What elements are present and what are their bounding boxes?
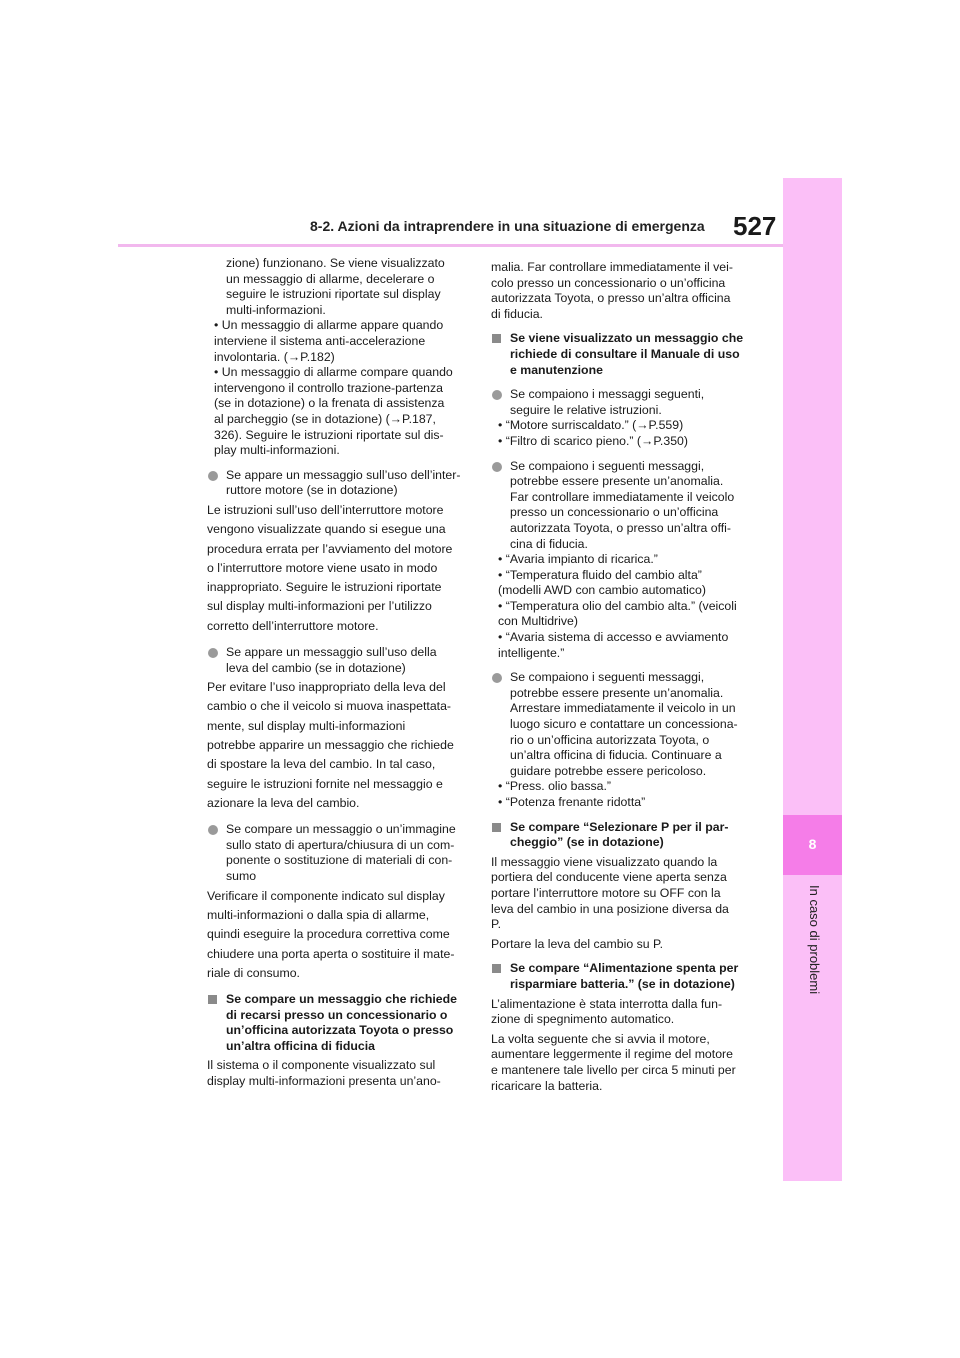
text-line: o l’interruttore motore viene usato in modo [207, 560, 438, 575]
sub-bullet [491, 434, 753, 450]
paragraph [491, 937, 753, 953]
text-line: ricaricare la batteria. [491, 1078, 603, 1093]
text-line: chiudere una porta aperta o sostituire il mate- [207, 946, 455, 961]
square-bullet-icon [492, 334, 501, 343]
text-line: Il messaggio viene visualizzato quando la [491, 854, 718, 869]
text-line: e mantenere tale livello per circa 5 minuti per [491, 1062, 736, 1077]
text-line: Portare la leva del cambio su P. [491, 936, 664, 951]
text-line: • “Avaria sistema di accesso e avviamento [498, 630, 729, 645]
bullet-item [207, 645, 472, 676]
paragraph [207, 501, 472, 636]
sub-bullet [491, 795, 753, 811]
text-line: un messaggio di allarme, decelerare o [226, 271, 435, 286]
text-line: seguire le istruzioni fornite nel messaggio e [207, 776, 443, 791]
text-line: sul display multi-informazioni per l’utilizzo [207, 599, 432, 614]
text-line: mente, sul display multi-informazioni [207, 718, 406, 733]
square-bullet-icon [492, 964, 501, 973]
text-line: interviene il sistema anti-accelerazione [214, 333, 426, 348]
text-line: Se compaiono i seguenti messaggi, [510, 458, 705, 473]
chapter-number: 8 [808, 836, 817, 852]
text-line: malia. Far controllare immediatamente il vei- [491, 260, 733, 274]
sub-bullet [207, 365, 472, 459]
text-line: • “Temperatura olio del cambio alta.” (veicoli [498, 598, 737, 613]
text-line: Se compare “Selezionare P per il par- [510, 819, 729, 834]
sub-bullet [491, 630, 753, 661]
text-line: • “Filtro di scarico pieno.” (→P.350) [498, 433, 688, 448]
text-line: richiede di consultare il Manuale di uso [510, 346, 740, 361]
text-line: rio o un’officina autorizzata Toyota, o [510, 732, 710, 747]
text-line: (se in dotazione) o la frenata di assistenza [214, 396, 445, 411]
text-line: colo presso un concessionario o un’officina [491, 275, 726, 290]
square-bullet-icon [208, 995, 217, 1004]
text-line: Se compare un messaggio o un’immagine [226, 822, 456, 837]
text-line: portare l’interruttore motore su OFF con la [491, 885, 721, 900]
text-line: cheggio” (se in dotazione) [510, 835, 664, 850]
text-line: luogo sicuro e contattare un concessiona- [510, 717, 738, 732]
text-line: Se appare un messaggio sull’uso della [226, 644, 437, 659]
text-line: riale di consumo. [207, 965, 300, 980]
text-line: corretto dell’interruttore motore. [207, 618, 379, 633]
text-line: (modelli AWD con cambio automatico) [498, 583, 706, 598]
circle-bullet-icon [208, 471, 218, 481]
text-line: aumentare leggermente il regime del motore [491, 1047, 733, 1062]
text-line: di recarsi presso un concessionario o [226, 1007, 448, 1022]
page-header-title: 8-2. Azioni da intraprendere in una situazione di emergenza [310, 218, 705, 234]
circle-bullet-icon [208, 648, 218, 658]
bullet-item [491, 670, 753, 779]
sub-bullet [491, 568, 753, 599]
text-line: presso un concessionario o un’officina [510, 505, 719, 520]
paragraph [207, 678, 472, 813]
text-line: ruttore motore (se in dotazione) [226, 483, 398, 498]
text-line: con Multidrive) [498, 614, 578, 629]
text-line: leva del cambio in una posizione diversa da [491, 901, 729, 916]
text-line: L’alimentazione è stata interrotta dalla fun- [491, 996, 723, 1011]
text-line: Se compaiono i seguenti messaggi, [510, 670, 705, 685]
text-line: intelligente.” [498, 645, 565, 660]
text-line: involontaria. (→P.182) [214, 349, 335, 364]
section-heading [491, 961, 753, 992]
text-line: play multi-informazioni. [214, 443, 340, 458]
text-line: potrebbe essere presente un’anomalia. [510, 474, 724, 489]
text-line: Per evitare l’uso inappropriato della leva del [207, 680, 446, 695]
text-line: Far controllare immediatamente il veicolo [510, 489, 735, 504]
bullet-item [207, 822, 472, 884]
text-line: intervengono il controllo trazione-partenza [214, 380, 443, 395]
sub-bullet [491, 779, 753, 795]
text-line: seguire le istruzioni riportate sul display [226, 287, 441, 302]
section-heading [207, 992, 472, 1054]
text-line: zione di spegnimento automatico. [491, 1012, 675, 1027]
text-line: multi-informazioni o dalla spia di allarme, [207, 907, 430, 922]
left-column [207, 256, 472, 1090]
sub-bullet [207, 318, 472, 365]
text-line: potrebbe essere presente un’anomalia. [510, 685, 724, 700]
section-heading [491, 820, 753, 851]
text-line: • Un messaggio di allarme compare quando [214, 365, 453, 380]
text-line: Se compare “Alimentazione spenta per [510, 961, 739, 976]
text-line: Arrestare immediatamente il veicolo in un [510, 701, 736, 716]
text-line: risparmiare batteria.” (se in dotazione) [510, 976, 735, 991]
circle-bullet-icon [492, 462, 502, 472]
sub-bullet [491, 599, 753, 630]
text-line: cina di fiducia. [510, 536, 588, 551]
circle-bullet-icon [492, 673, 502, 683]
text-line: Se compare un messaggio che richiede [226, 992, 457, 1007]
text-line: potrebbe apparire un messaggio che richiede [207, 738, 454, 753]
text-line: Le istruzioni sull’uso dell’interruttore motore [207, 502, 444, 517]
text-line: inappropriato. Seguire le istruzioni riportate [207, 580, 442, 595]
text-line: 326). Seguire le istruzioni riportate sul dis- [214, 427, 444, 442]
text-line: display multi-informazioni presenta un’ano- [207, 1074, 441, 1089]
text-line: multi-informazioni. [226, 302, 326, 317]
text-line: di fiducia. [491, 306, 543, 321]
paragraph [207, 887, 472, 983]
text-line: e manutenzione [510, 362, 603, 377]
text-line: un’altra officina di fiducia. Continuare a [510, 748, 722, 763]
text-line: sullo stato di apertura/chiusura di un com- [226, 837, 455, 852]
section-heading [491, 331, 753, 378]
text-line: La volta seguente che si avvia il motore, [491, 1031, 710, 1046]
text-line: di spostare la leva del cambio. In tal caso, [207, 757, 436, 772]
bullet-item [491, 459, 753, 553]
text-line: zione) funzionano. Se viene visualizzato [226, 256, 445, 270]
text-line: azionare la leva del cambio. [207, 795, 360, 810]
text-line: quindi eseguire la procedura correttiva come [207, 927, 450, 942]
text-line: ponente o sostituzione di materiali di con- [226, 853, 453, 868]
text-line: seguire le relative istruzioni. [510, 402, 662, 417]
text-line: Se compaiono i messaggi seguenti, [510, 387, 705, 402]
text-line: portiera del conducente viene aperta senza [491, 870, 727, 885]
square-bullet-icon [492, 823, 501, 832]
text-line: • “Temperatura fluido del cambio alta” [498, 567, 702, 582]
text-line: Il sistema o il componente visualizzato sul [207, 1058, 436, 1073]
page-number: 527 [733, 211, 777, 241]
text-line: • “Potenza frenante ridotta” [498, 795, 646, 809]
text-line: procedura errata per l’avviamento del motore [207, 541, 453, 556]
sub-bullet [491, 418, 753, 434]
text-line: un’officina autorizzata Toyota o presso [226, 1023, 454, 1038]
text-line: autorizzata Toyota, o presso un’altra officina [491, 291, 731, 306]
paragraph [491, 260, 753, 322]
text-line: leva del cambio (se in dotazione) [226, 660, 406, 675]
sub-bullet [491, 552, 753, 568]
text-line: • “Avaria impianto di ricarica.” [498, 552, 658, 567]
header-divider [118, 244, 783, 247]
text-line: autorizzata Toyota, o presso un’altra offi- [510, 520, 732, 535]
paragraph [207, 1058, 472, 1089]
text-line: un’altra officina di fiducia [226, 1038, 375, 1053]
paragraph [491, 997, 753, 1028]
circle-bullet-icon [208, 825, 218, 835]
text-line: sumo [226, 869, 257, 884]
text-line: vengono visualizzate quando si esegue una [207, 522, 446, 537]
text-line: guidare potrebbe essere pericoloso. [510, 763, 707, 778]
text-line: • “Motore surriscaldato.” (→P.559) [498, 418, 684, 433]
chapter-label: In caso di problemi [807, 885, 822, 995]
text-line: • Un messaggio di allarme appare quando [214, 318, 444, 333]
text-line: Verificare il componente indicato sul display [207, 888, 445, 903]
circle-bullet-icon [492, 390, 502, 400]
text-line: • “Press. olio bassa.” [498, 779, 611, 794]
right-column [491, 256, 753, 1094]
paragraph [207, 256, 472, 318]
text-line: P. [491, 917, 502, 932]
paragraph [491, 855, 753, 933]
text-line: Se viene visualizzato un messaggio che [510, 331, 744, 346]
bullet-item [207, 468, 472, 499]
text-line: al parcheggio (se in dotazione) (→P.187, [214, 411, 436, 426]
text-line: cambio o che il veicolo si muova inaspettata- [207, 699, 452, 714]
bullet-item [491, 387, 753, 418]
text-line: Se appare un messaggio sull’uso dell’inter- [226, 467, 461, 482]
paragraph [491, 1032, 753, 1094]
